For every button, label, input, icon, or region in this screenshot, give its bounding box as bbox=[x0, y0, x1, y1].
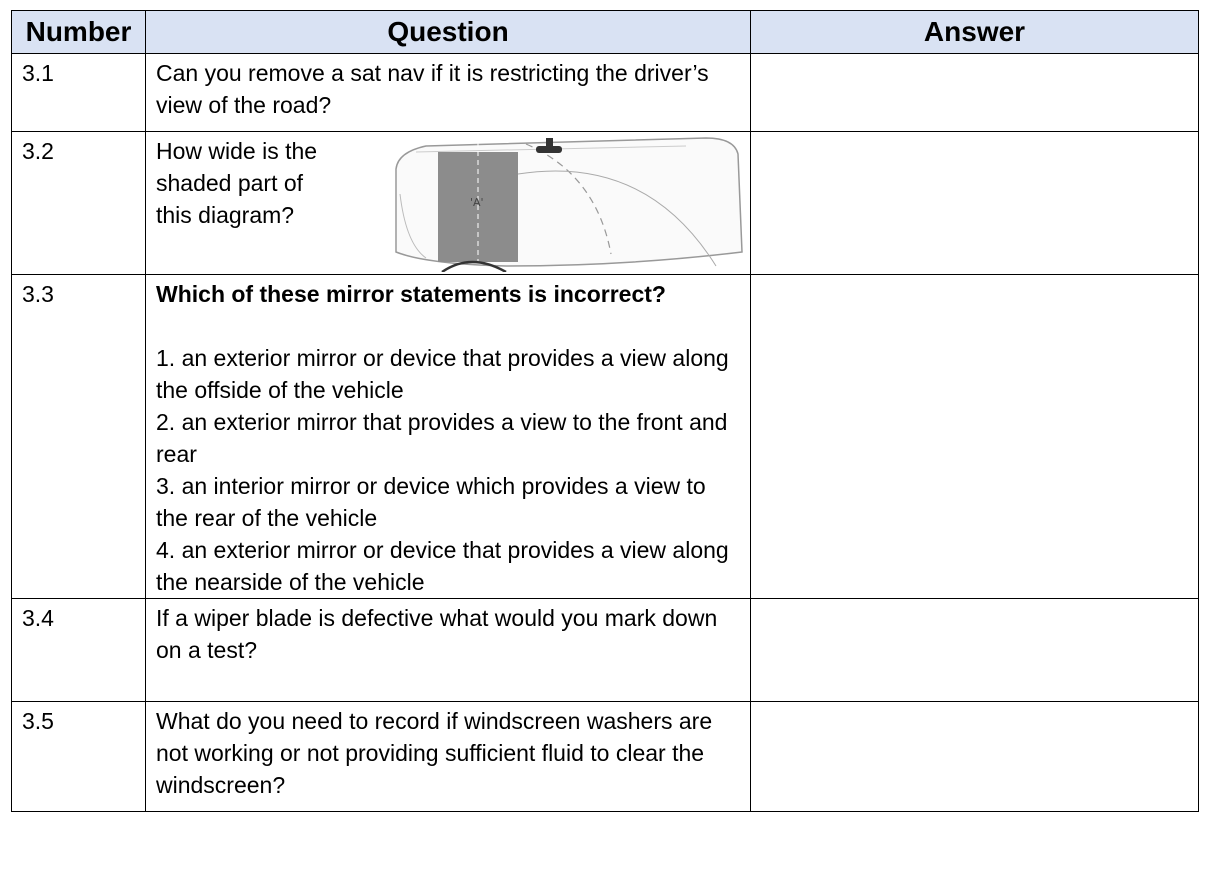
row-question: If a wiper blade is defective what would you mark down on a test? bbox=[146, 599, 751, 702]
zone-label: 'A' bbox=[470, 196, 484, 209]
answer-cell[interactable] bbox=[751, 275, 1199, 599]
row-number: 3.4 bbox=[12, 599, 146, 702]
answer-cell[interactable] bbox=[751, 599, 1199, 702]
table-row bbox=[12, 132, 1199, 275]
answer-cell[interactable] bbox=[751, 132, 1199, 275]
question-table bbox=[11, 10, 1199, 812]
row-number: 3.3 bbox=[12, 275, 146, 599]
option-item: 3. an interior mirror or device which provides a view to the rear of the vehicle bbox=[156, 473, 706, 531]
row-question: How wide is the shaded part of this diagram? bbox=[156, 138, 318, 228]
row-question: Which of these mirror statements is incorrect? bbox=[156, 281, 666, 307]
table-row bbox=[12, 54, 1199, 132]
header-question: Question bbox=[146, 11, 751, 54]
option-item: 4. an exterior mirror or device that provides a view along the nearside of the vehicle bbox=[156, 537, 729, 595]
row-question-cell bbox=[146, 275, 751, 599]
header-row bbox=[12, 11, 1199, 54]
table-row bbox=[12, 702, 1199, 812]
row-number: 3.1 bbox=[12, 54, 146, 132]
answer-cell[interactable] bbox=[751, 54, 1199, 132]
header-number: Number bbox=[12, 11, 146, 54]
answer-cell[interactable] bbox=[751, 702, 1199, 812]
row-number: 3.5 bbox=[12, 702, 146, 812]
header-answer: Answer bbox=[751, 11, 1199, 54]
mirror-stem bbox=[546, 138, 553, 148]
option-item: 2. an exterior mirror that provides a view to the front and rear bbox=[156, 409, 728, 467]
row-number: 3.2 bbox=[12, 132, 146, 275]
row-question-cell bbox=[146, 132, 751, 275]
windscreen-diagram bbox=[386, 134, 746, 272]
option-item: 1. an exterior mirror or device that provides a view along the offside of the vehicle bbox=[156, 345, 729, 403]
table-row bbox=[12, 599, 1199, 702]
row-question: Can you remove a sat nav if it is restricting the driver’s view of the road? bbox=[146, 54, 751, 132]
row-question: What do you need to record if windscreen washers are not working or not providing sufficient fluid to clear the windscreen? bbox=[146, 702, 751, 812]
table-row bbox=[12, 275, 1199, 599]
